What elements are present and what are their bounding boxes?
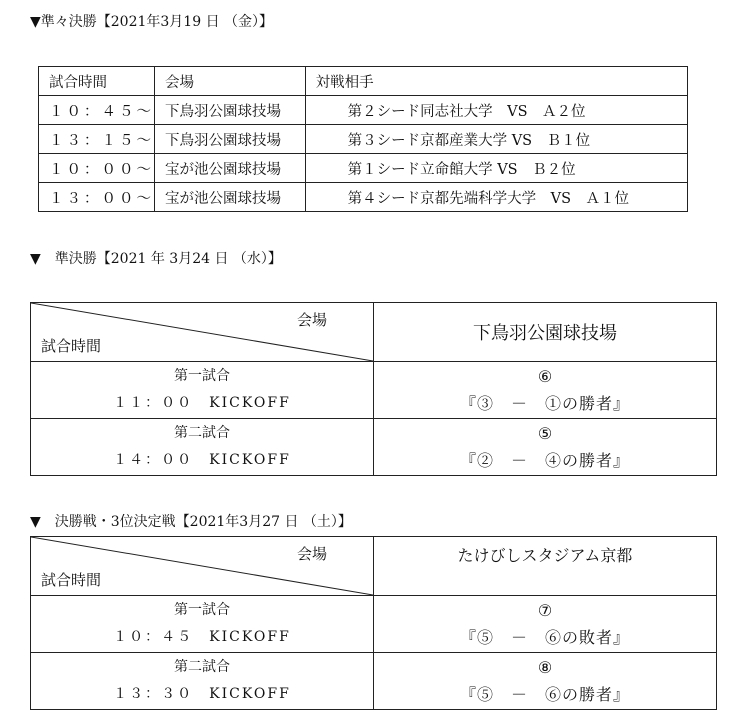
table-header-row — [31, 303, 717, 362]
table-row — [31, 362, 717, 419]
venue-name: 下鳥羽公園球技場 — [374, 303, 717, 362]
time-label: 試合時間 — [41, 571, 102, 589]
match-opponent: 第２シード同志社大学 VS Ａ２位 — [305, 96, 687, 125]
game-number: ⑦ — [537, 601, 553, 620]
quarterfinal-table — [38, 66, 688, 212]
header-venue: 会場 — [155, 67, 306, 96]
diagonal-header-cell — [31, 537, 374, 596]
match-venue: 宝が池公園球技場 — [155, 183, 306, 212]
venue-name: たけびしスタジアム京都 — [374, 537, 717, 596]
game-time-cell — [31, 653, 374, 710]
table-row — [31, 419, 717, 476]
match-time: １０：４５～ — [39, 96, 155, 125]
game-pairing: 『⑤ － ⑥の敗者』 — [459, 628, 630, 647]
table-row — [31, 653, 717, 710]
game-pairing: 『② － ④の勝者』 — [459, 451, 630, 470]
header-opponent: 対戦相手 — [305, 67, 687, 96]
match-time: １０：００～ — [39, 154, 155, 183]
game-number: ⑧ — [537, 658, 553, 677]
table-row — [39, 125, 688, 154]
table-row — [31, 596, 717, 653]
game-label: 第二試合 — [174, 425, 230, 441]
table-row — [39, 183, 688, 212]
venue-label: 会場 — [296, 311, 327, 329]
match-time: １３：００～ — [39, 183, 155, 212]
table-header-row — [39, 67, 688, 96]
match-opponent: 第１シード立命館大学 VS Ｂ２位 — [305, 154, 687, 183]
game-pairing-cell — [374, 419, 717, 476]
match-opponent: 第４シード京都先端科学大学 VS Ａ１位 — [305, 183, 687, 212]
match-venue: 下鳥羽公園球技場 — [155, 96, 306, 125]
game-pairing-cell — [374, 362, 717, 419]
final-heading: ▼ 決勝戦・3位決定戦【2021年3月27 日 （土）】 — [30, 514, 352, 530]
quarterfinal-heading: ▼準々決勝【2021年3月19 日 （金）】 — [30, 14, 274, 30]
game-time-cell — [31, 419, 374, 476]
game-kickoff: １４：００ KICKOFF — [113, 452, 291, 468]
game-time-cell — [31, 362, 374, 419]
game-kickoff: １１：００ KICKOFF — [113, 395, 291, 411]
match-opponent: 第３シード京都産業大学 VS Ｂ１位 — [305, 125, 687, 154]
game-pairing: 『⑤ － ⑥の勝者』 — [459, 685, 630, 704]
time-label: 試合時間 — [41, 337, 102, 355]
game-kickoff: １３：３０ KICKOFF — [113, 686, 291, 702]
game-label: 第一試合 — [174, 368, 230, 384]
semifinal-heading: ▼ 準決勝【2021 年 3月24 日 （水）】 — [30, 251, 282, 267]
game-label: 第二試合 — [174, 659, 230, 675]
diagonal-header-cell — [31, 303, 374, 362]
game-label: 第一試合 — [174, 602, 230, 618]
game-pairing: 『③ － ①の勝者』 — [459, 394, 630, 413]
game-number: ⑤ — [537, 424, 553, 443]
semifinal-table — [30, 302, 717, 476]
table-row — [39, 154, 688, 183]
final-table — [30, 536, 717, 710]
venue-label: 会場 — [296, 545, 327, 563]
match-time: １３：１５～ — [39, 125, 155, 154]
match-venue: 下鳥羽公園球技場 — [155, 125, 306, 154]
table-row — [39, 96, 688, 125]
game-kickoff: １０：４５ KICKOFF — [113, 629, 291, 645]
game-pairing-cell — [374, 596, 717, 653]
match-venue: 宝が池公園球技場 — [155, 154, 306, 183]
game-pairing-cell — [374, 653, 717, 710]
header-time: 試合時間 — [39, 67, 155, 96]
game-number: ⑥ — [537, 367, 553, 386]
game-time-cell — [31, 596, 374, 653]
table-header-row — [31, 537, 717, 596]
